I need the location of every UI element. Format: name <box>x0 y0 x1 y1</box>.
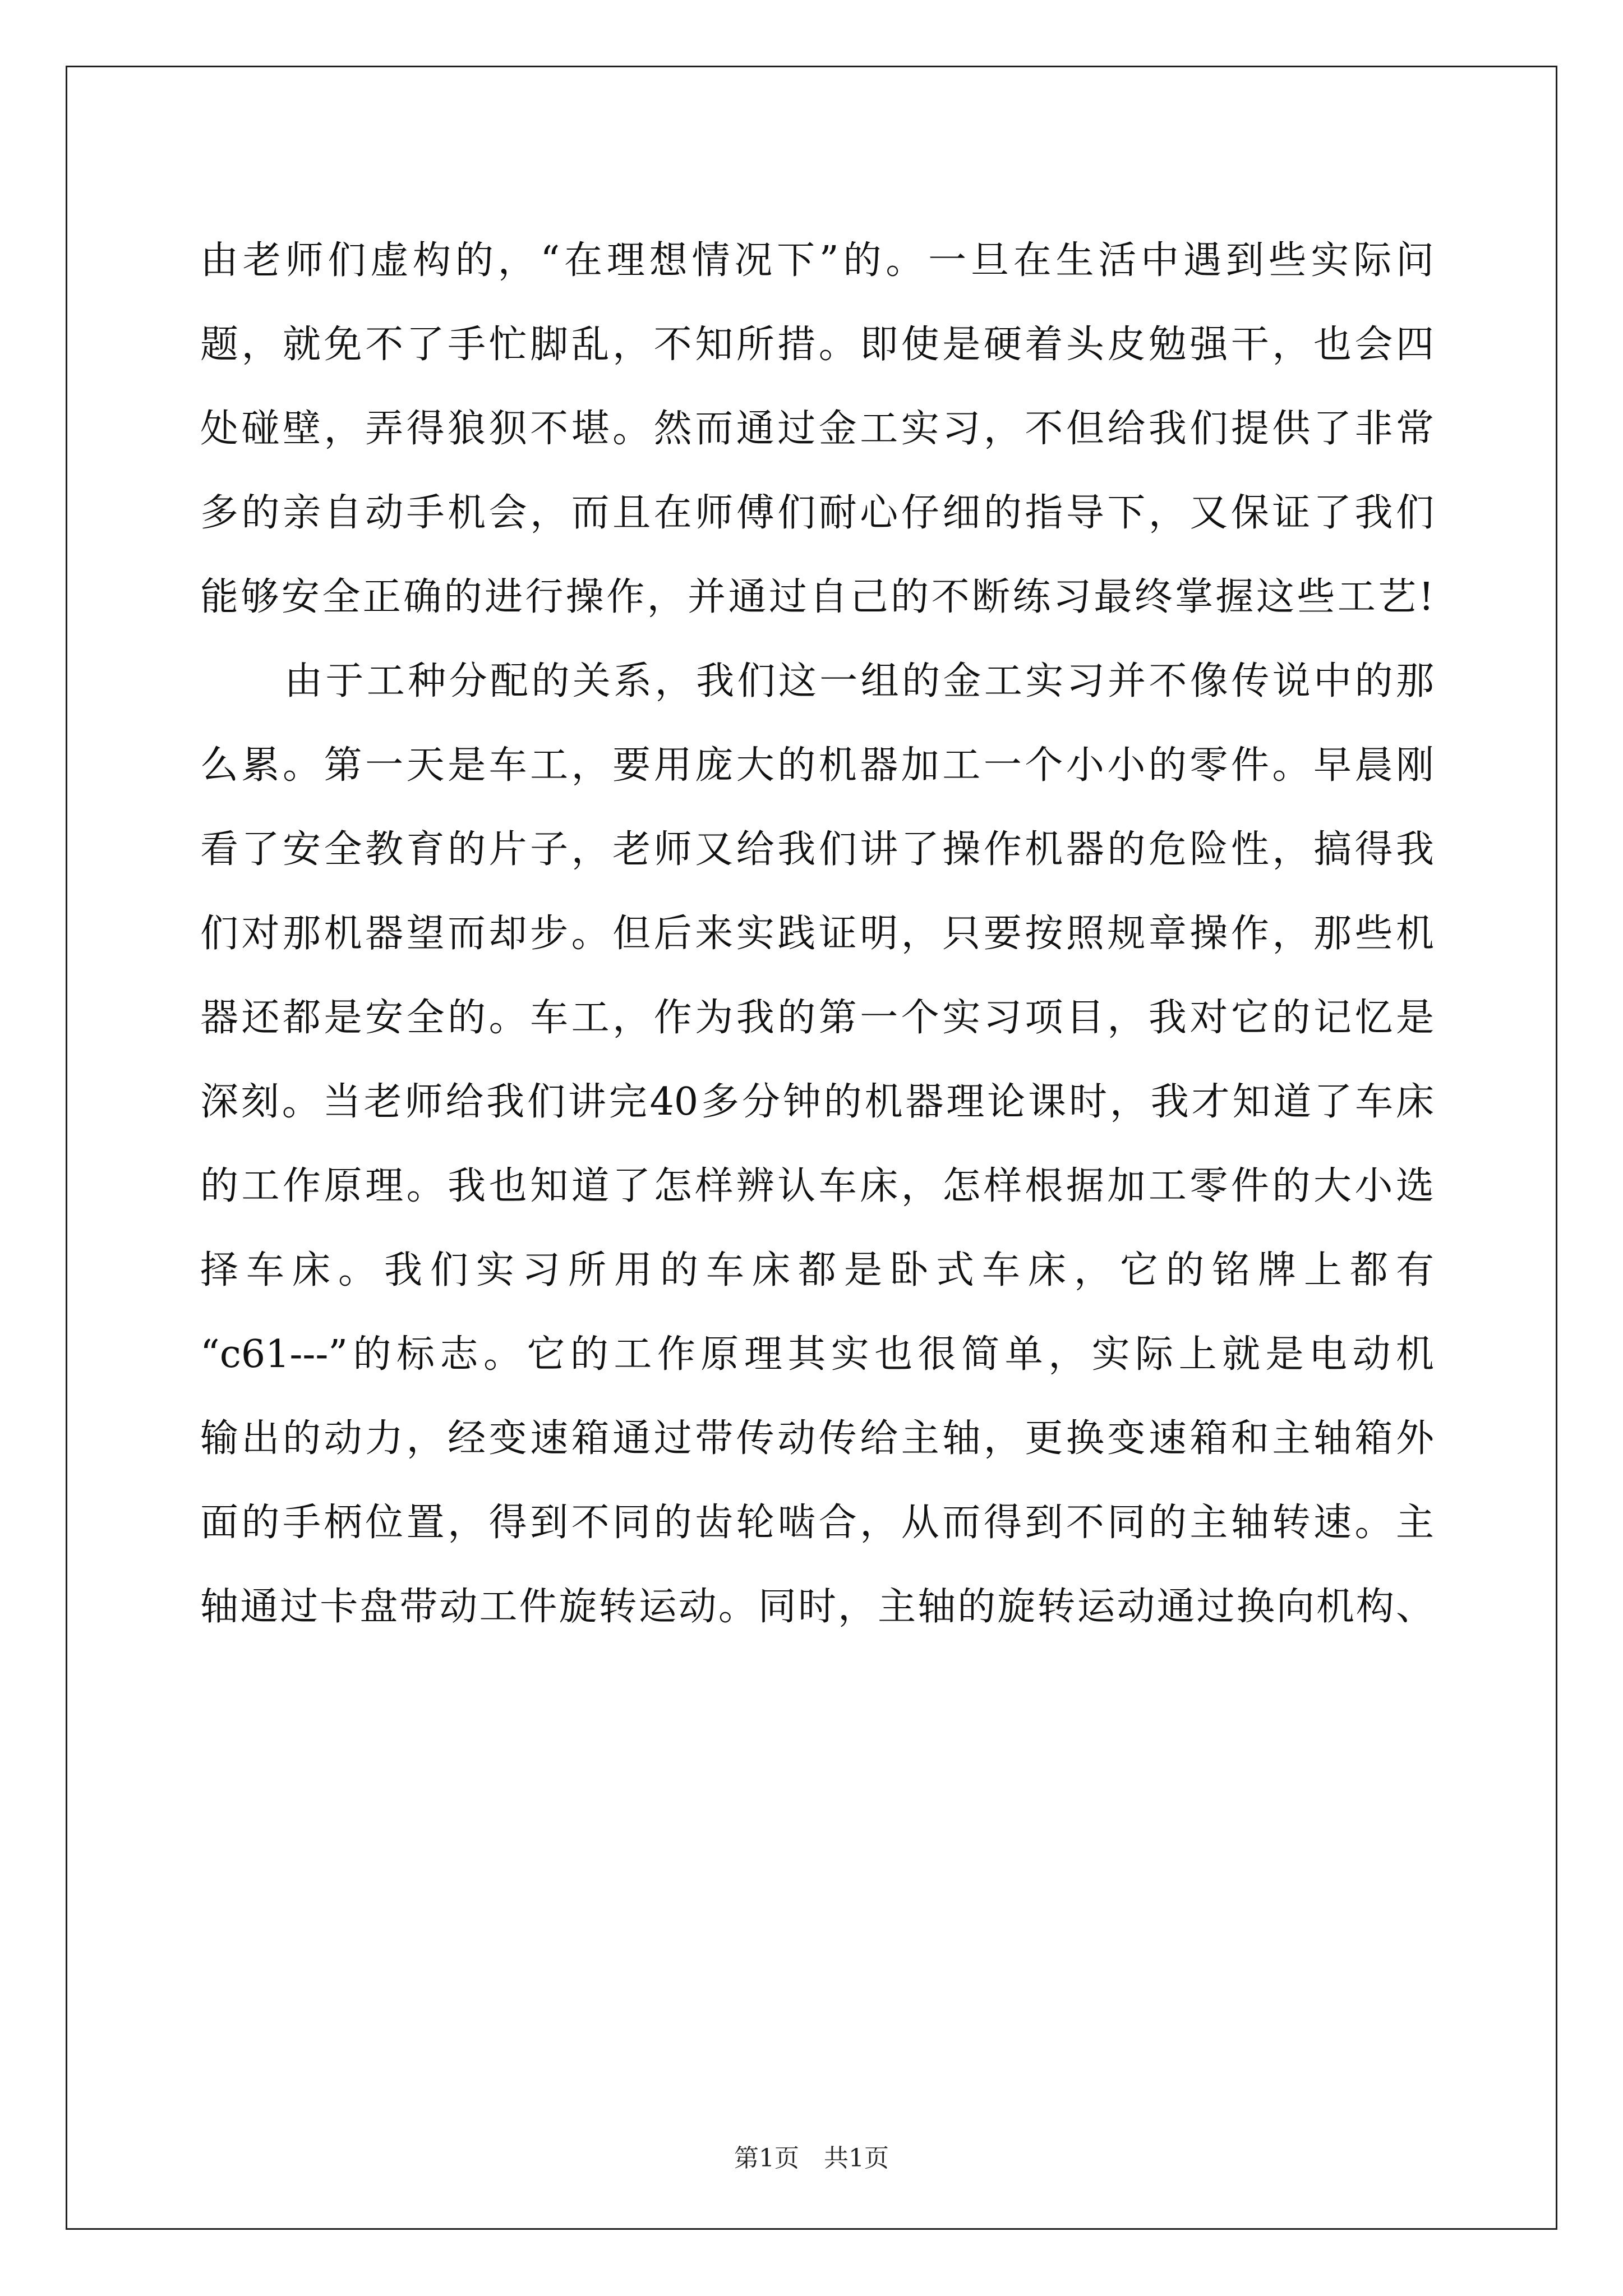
text-line: 器还都是安全的。车工，作为我的第一个实习项目，我对它的记忆是 <box>200 996 1434 1040</box>
text-line: 深刻。当老师给我们讲完40多分钟的机器理论课时，我才知道了车床 <box>200 1080 1434 1124</box>
text-line: 由老师们虚构的，“在理想情况下”的。一旦在生活中遇到些实际问 <box>200 238 1434 283</box>
paragraph-first-line: 由于工种分配的关系，我们这一组的金工实习并不像传说中的那 <box>284 659 1434 703</box>
text-line: 多的亲自动手机会，而且在师傅们耐心仔细的指导下，又保证了我们 <box>200 491 1434 535</box>
text-line: 题，就免不了手忙脚乱，不知所措。即使是硬着头皮勉强干，也会四 <box>200 323 1434 367</box>
text-line: “c61---”的标志。它的工作原理其实也很简单，实际上就是电动机 <box>200 1332 1434 1377</box>
page-total: 共1页 <box>824 2144 889 2173</box>
text-line: 能够安全正确的进行操作，并通过自己的不断练习最终掌握这些工艺! <box>200 575 1434 619</box>
text-line: 择车床。我们实习所用的车床都是卧式车床，它的铭牌上都有 <box>200 1248 1434 1292</box>
page-footer <box>0 2142 1623 2175</box>
page-number: 第1页 <box>734 2144 799 2173</box>
text-line: 么累。第一天是车工，要用庞大的机器加工一个小小的零件。早晨刚 <box>200 743 1434 788</box>
text-line: 看了安全教育的片子，老师又给我们讲了操作机器的危险性，搞得我 <box>200 827 1434 872</box>
text-line: 处碰壁，弄得狼狈不堪。然而通过金工实习，不但给我们提供了非常 <box>200 407 1434 451</box>
text-line: 轴通过卡盘带动工件旋转运动。同时，主轴的旋转运动通过换向机构、 <box>200 1585 1434 1629</box>
text-line: 面的手柄位置，得到不同的齿轮啮合，从而得到不同的主轴转速。主 <box>200 1501 1434 1545</box>
text-line: 的工作原理。我也知道了怎样辨认车床，怎样根据加工零件的大小选 <box>200 1164 1434 1208</box>
text-line: 输出的动力，经变速箱通过带传动传给主轴，更换变速箱和主轴箱外 <box>200 1416 1434 1461</box>
text-line: 们对那机器望而却步。但后来实践证明，只要按照规章操作，那些机 <box>200 912 1434 956</box>
document-body <box>200 219 1434 1649</box>
